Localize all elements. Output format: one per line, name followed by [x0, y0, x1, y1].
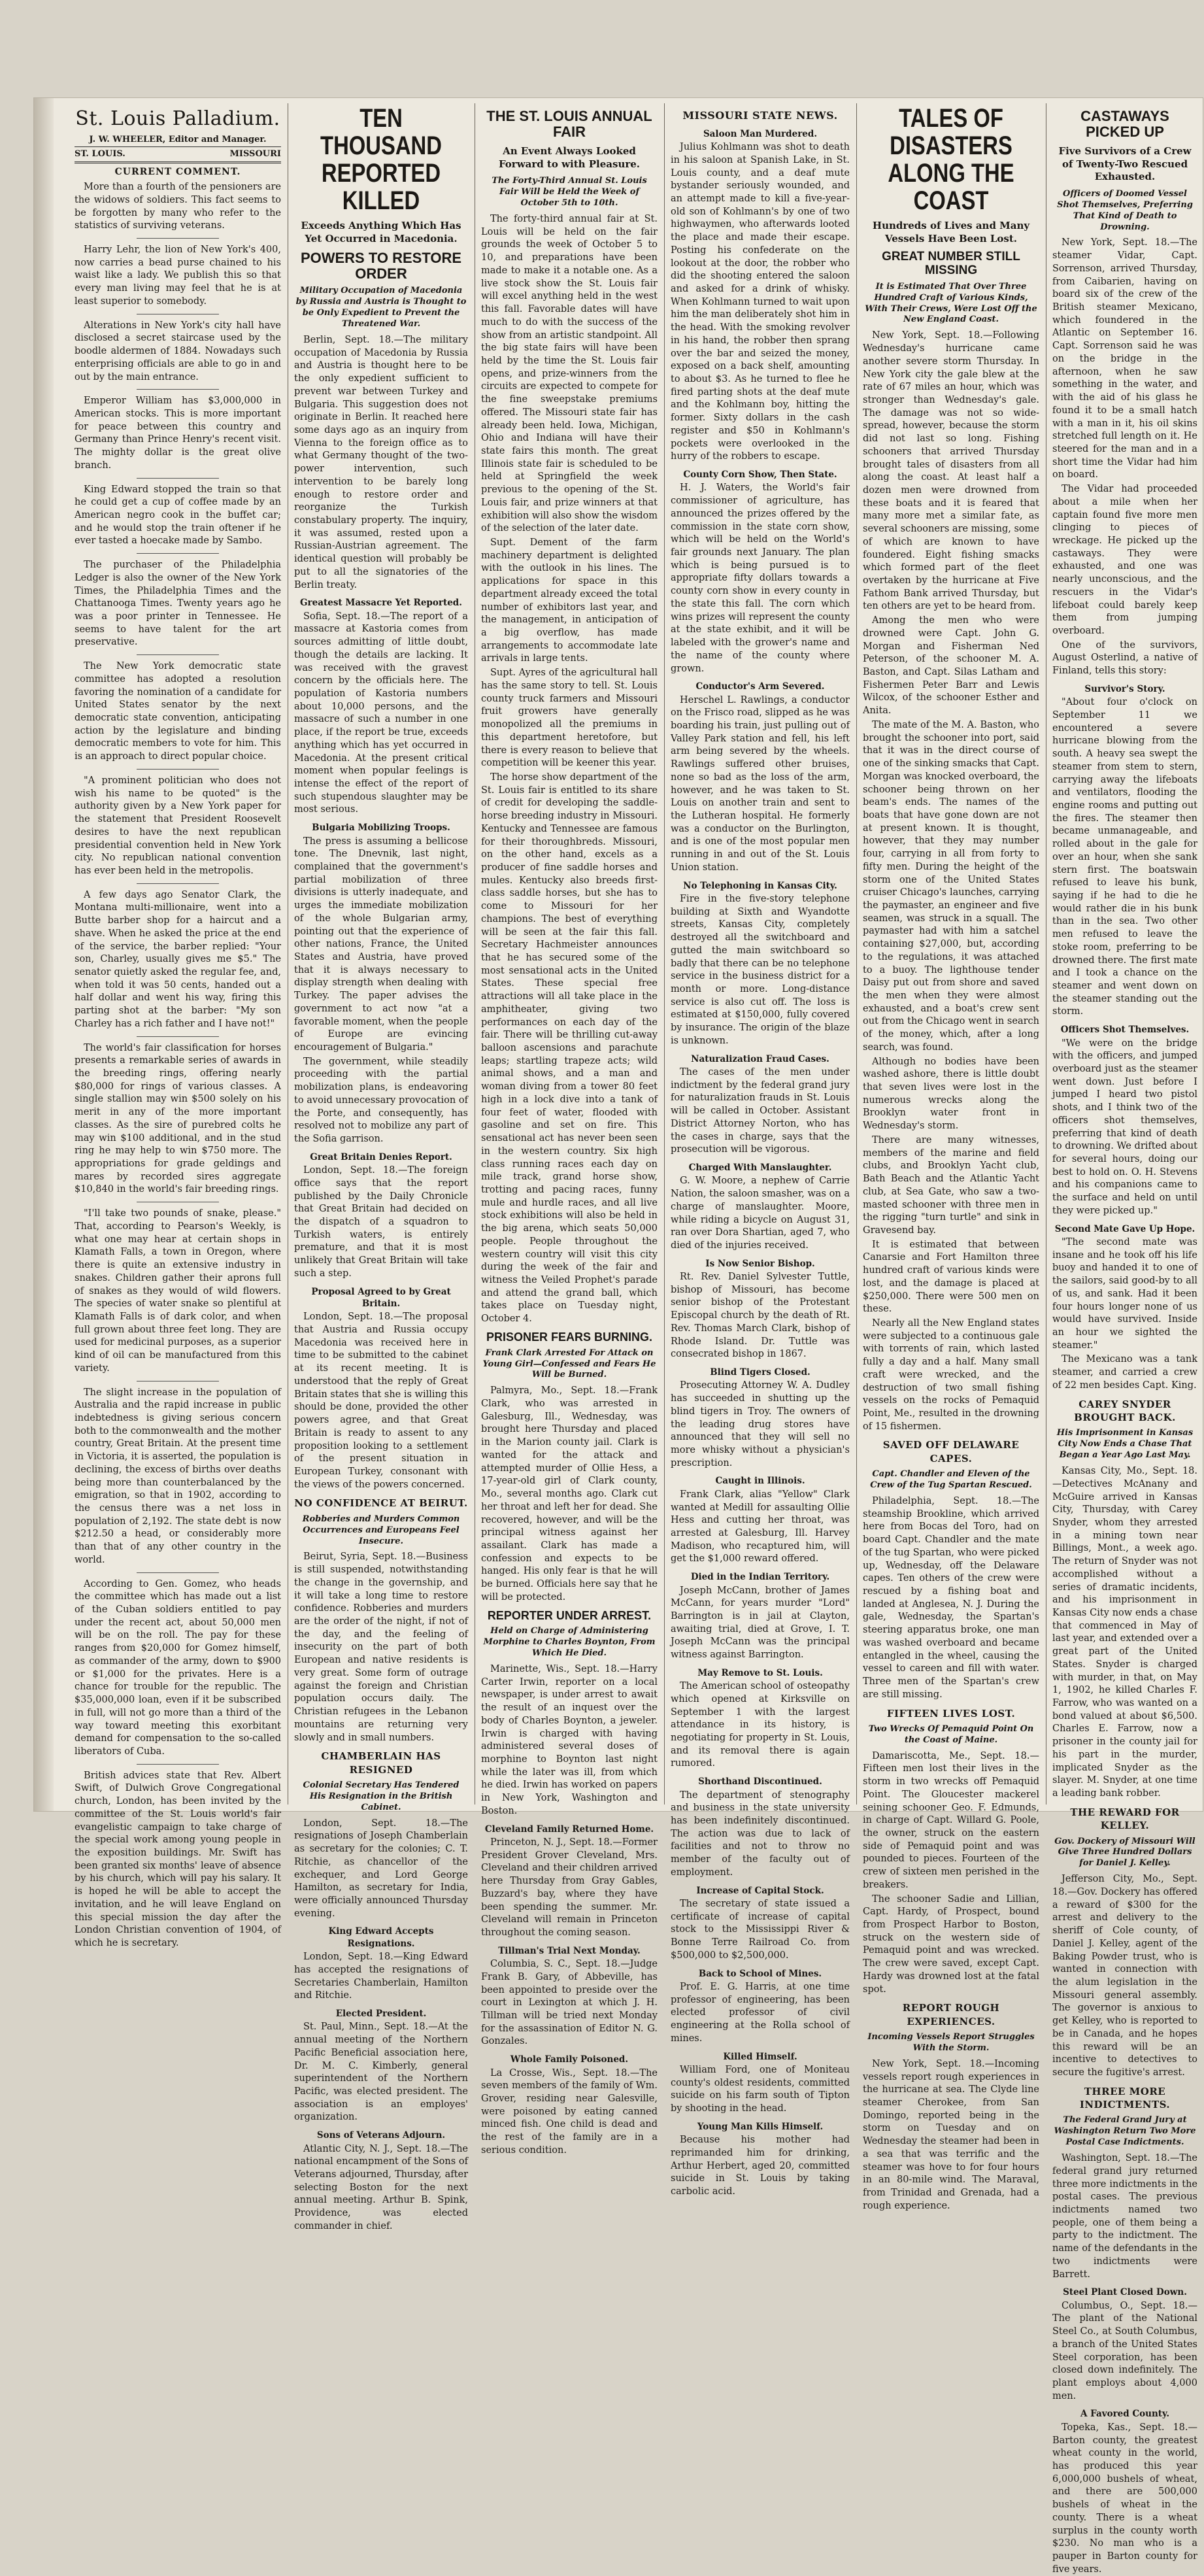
- column-coast-disasters: [863, 103, 1039, 2211]
- headline: THREE MORE INDICTMENTS.: [1079, 2085, 1171, 2111]
- paragraph: Philadelphia, Sept. 18.—The steamship Brookline, which arrived here from Bocas del Toro, had on board Capt. Chandler and the mate of the tug Spartan, who were picked up, Wednesday, off the Delaware capes. Ten others of the crew were rescued by a fishing boat and landed at Anglesea, N. J. During the gale, Wednesday, the Spartan's steering apparatus broke, one man was washed overboard and became entangled in the wheel, causing the vessel to careen and fill with water. Three men of the Spartan's crew are still missing.: [863, 1496, 1039, 1700]
- headline: THE REWARD FOR KELLEY.: [1070, 1806, 1180, 1832]
- paragraph: Because his mother had reprimanded him for drinking, Arthur Herbert, aged 20, committed suicide in St. Louis by taking carbolic acid.: [671, 2135, 850, 2197]
- paragraph: New York, Sept. 18.—Incoming vessels report rough experiences in the hurricane at sea. The Clyde line steamer Cherokee, from San Domingo, reported being in the storm on Tuesday and on Wednesday the steamer had been in a sea that was terrific and the steamer was hove to for four hours in an 80-mile wind. The Maraval, from Trinidad and Grenada, had a rough experience.: [863, 2058, 1039, 2211]
- divider: [137, 1764, 219, 1765]
- paragraph: One of the survivors, August Osterlind, a native of Finland, tells this story:: [1052, 639, 1197, 677]
- side-heading: Greatest Massacre Yet Reported.: [300, 598, 462, 609]
- paragraph: The purchaser of the Philadelphia Ledger is also the owner of the New York Times, the Philadelphia Times and the Chattanooga Times. Twenty years ago he was a poor printer in Tennessee. He seems to have talent for the art preservative.: [75, 560, 281, 648]
- side-heading: Young Man Kills Himself.: [697, 2121, 824, 2132]
- paragraph: "A prominent politician who does not wish his name to be quoted" is the authority given by a New York paper for the statement that President Roosevelt desires to have the next republican presidential convention held in New York city. No republican national convention has ever been held in the metropolis.: [75, 775, 281, 876]
- side-heading: County Corn Show, Then State.: [683, 469, 837, 481]
- paragraph: The slight increase in the population of Australia and the rapid increase in public indebtedness is giving serious concern both to the commonwealth and the mother country, Great Britain. At the present time in Victoria, it is asserted, the population is declining, the excess of births over deaths being more than counterbalanced by the emigration, so that in 1902, according to the census there was a net loss in population of 2,192. The state debt is now $212.50 a head, or considerably more than that of any other country in the world.: [75, 1387, 281, 1565]
- paragraph: Beirut, Syria, Sept. 18.—Business is still suspended, notwithstanding the change in the governship, and it will take a long time to restore confidence. Robberies and murders are the order of the night, if not of the day, and the feeling of insecurity on the part of both European and native residents is very great. Some form of outrage against the foreign and Christian population occurs daily. The Christian refugees in the Lebanon mountains are returning very slowly and in small numbers.: [294, 1551, 468, 1743]
- headline: SAVED OFF DELAWARE CAPES.: [882, 1439, 1020, 1465]
- side-heading: Steel Plant Closed Down.: [1063, 2287, 1187, 2298]
- paragraph: Alterations in New York's city hall have disclosed a secret staircase used by the boodle aldermen of 1884. Nowadays such enterprising officials are able to go in and out by the main entrance.: [75, 320, 281, 382]
- summary: Robberies and Murders Common Occurrences and Europeans Feel Insecure.: [302, 1514, 460, 1546]
- headline: CASTAWAYS PICKED UP: [1080, 108, 1169, 141]
- paragraph: The world's fair classification for horses presents a remarkable series of awards in the breeding rings, offering nearly $80,000 for rings of various classes. A single stallion may win $500 solely on his merit in any of the more important classes. As the sire of purebred colts he may win $100 additional, and in the stud ring he may help to win $750 more. The appropriations for grade geldings and mares by recorded sires aggregate $10,840 in the world's fair breeding rings.: [75, 1042, 281, 1195]
- paragraph: Supt. Ayres of the agricultural hall has the same story to tell. St. Louis county truck farmers and Missouri fruit growers have generally monopolized all the premiums in this department heretofore, but there is every reason to believe that competition will be keener this year.: [481, 668, 658, 769]
- headline: MISSOURI STATE NEWS.: [682, 109, 838, 122]
- paragraph: The government, while steadily proceeding with the partial mobilization plans, is endeavoring to avoid unnecessary provocation of the Porte, and consequently, has resolved not to mobilize any part of the Sofia garrison.: [294, 1056, 468, 1145]
- side-heading: A Favored County.: [1080, 2409, 1170, 2420]
- side-heading: Caught in Illinois.: [715, 1476, 805, 1487]
- paragraph: London, Sept. 18.—The proposal that Austria and Russia occupy Macedonia was received here in time to be submitted to the cabinet at its recent meeting. It is understood that the reply of Great Britain states that she is willing this should be done, provided the other powers agree, and that Great Britain is ready to assent to any proposition looking to a settlement of the present situation in European Turkey, consonant with the views of the powers concerned.: [294, 1312, 468, 1490]
- paragraph: British advices state that Rev. Albert Swift, of Dulwich Grove Congregational church, London, has been invited by the committee of the St. Louis world's fair evangelistic campaign to take charge of the special work among young people in the exposition buildings. Mr. Swift has been granted six months' leave of absence by his church, which will pay his salary. It is hoped he will be able to accept the invitation, and he will leave England on this special mission the day after the London Christian convention of 1904, of which he is secretary.: [75, 1770, 281, 1949]
- column-rule: [664, 103, 665, 1805]
- paragraph: Jefferson City, Mo., Sept. 18.—Gov. Dockery has offered a reward of $300 for the arrest and delivery to the sheriff of Cole county, of Daniel J. Kelley, agent of the Baking Powder trust, who is wanted in connection with the alum legislation in the Missouri general assembly. The governor is anxious to get Kelley, who is reported to be in Canada, and he hopes this reward will be an incentive to detectives to secure the fugitive's arrest.: [1052, 1874, 1197, 2078]
- paragraph: Topeka, Kas., Sept. 18.—Barton county, the greatest wheat county in the world, has produced this year 6,000,000 bushels of wheat, and there are 500,000 bushels of wheat in the county. There is a wheat surplus in the county worth $230. No man who is a pauper in Barton county for five years.: [1052, 2422, 1197, 2575]
- paragraph: Palmyra, Mo., Sept. 18.—Frank Clark, who was arrested in Galesburg, Ill., Wednesday, was brought here Thursday and placed in the Marion county jail. Clark is wanted for the attack and attempted murder of Ollie Hess, a 17-year-old girl of Clark county, Mo., several months ago. Clark cut her throat and left her for dead. She recovered, however, and will be the principal witness against her assailant. Clark has made a confession and expects to be hanged. His only fear is that he will be burned. Officials here say that he will be protected.: [481, 1385, 658, 1602]
- side-heading: Killed Himself.: [723, 2051, 797, 2062]
- paragraph: The forty-third annual fair at St. Louis will be held on the fair grounds the week of October 5 to 10, and preparations have been made to make it a notable one. As a live stock show the St. Louis fair will excel anything held in the west this fall. Favorable dates will have much to do with the success of the show from an artistic standpoint. All the big state fairs will have been held by the time the St. Louis fair opens, and prize-winners from the circuits are expected to compete for the fine sweepstake premiums offered. The Missouri state fair has already been held. Iowa, Michigan, Ohio and Indiana will have their state fairs this month. The great Illinois state fair is scheduled to be held at Springfield the week previous to the opening of the St. Louis fair, and prize winners at that exhibition will also show the wisdom of the selection of the later date.: [481, 214, 658, 534]
- paragraph: A few days ago Senator Clark, the Montana multi-millionaire, went into a Butte barber shop for a haircut and a shave. When he asked the price at the end of the service, the barber replied: "Your son, Charley, usually gives me $5." The senator quietly asked the regular fee, and, when told it was 50 cents, handed out a half dollar and went his way, firing this parting shot at the barber: "My son Charley has a rich father and I have not!": [75, 889, 281, 1029]
- column-castaways: [1052, 103, 1197, 2575]
- paragraph: The American school of osteopathy which opened at Kirksville on September 1 with the largest attendance in its history, is negotiating for property in St. Louis, and its removal there is again rumored.: [671, 1681, 850, 1769]
- column-state-news: [671, 103, 850, 2197]
- paragraph: St. Paul, Minn., Sept. 18.—At the annual meeting of the Northern Pacific Beneficial association here, Dr. M. C. Kimberly, general superintendent of the Northern Pacific, was elected president. The association is an employes' organization.: [294, 2022, 468, 2123]
- paragraph: Rt. Rev. Daniel Sylvester Tuttle, bishop of Missouri, has become senior bishop of the Protestant Episcopal church by the death of Rt. Rev. Thomas March Clark, bishop of Rhode Island. Dr. Tuttle was consecrated bishop in 1867.: [671, 1272, 850, 1360]
- divider: [137, 1036, 219, 1037]
- paragraph: "The second mate was insane and he took off his life buoy and handed it to one of the sailors, said good-by to all of us, and sank. Had it been four hours longer none of us would have survived. Inside an hour we sighted the steamer.": [1052, 1236, 1197, 1351]
- paragraph: "We were on the bridge with the officers, and jumped overboard just as the steamer went down. Just before I jumped I heard two pistol shots, and I think two of the officers shot themselves, preferring that kind of death to drowning. We drifted about for several hours, doing our best to hold on. O. H. Stevens and his companions came to the surface and held on until they were picked up.": [1052, 1038, 1197, 1216]
- summary: It is Estimated That Over Three Hundred Craft of Various Kinds, With Their Crews, Were Lost Off the New England Coast.: [865, 281, 1037, 325]
- masthead-location: [75, 147, 281, 163]
- paragraph: Atlantic City, N. J., Sept. 18.—The national encampment of the Sons of Veterans adjourned, Thursday, after selecting Boston for the next annual meeting. Arthur B. Spink, Providence, was elected commander in chief.: [294, 2143, 468, 2231]
- side-heading: May Remove to St. Louis.: [697, 1667, 823, 1678]
- paragraph: Among the men who were drowned were Capt. John G. Morgan and Fisherman Ned Peterson, of the schooner M. A. Baston, and Capt. Silas Latham and Fishermen Peter Barr and Lewis Wilcox, of the schooner Esther and Anita.: [863, 615, 1039, 717]
- paragraph: Although no bodies have been washed ashore, there is little doubt that seven lives were lost in the numerous wrecks along the Brooklyn water front in Wednesday's storm.: [863, 1056, 1039, 1132]
- paragraph: Prosecuting Attorney W. A. Dudley has succeeded in shutting up the blind tigers in Troy. The owners of the leading drug stores have announced that they will sell no more whisky without a physician's prescription.: [671, 1380, 850, 1468]
- paragraph: Harry Lehr, the lion of New York's 400, now carries a bead purse chained to his waist like a lady. We publish this so that every man living may feel that he is at least superior to somebody.: [75, 245, 281, 307]
- summary: Two Wrecks Of Pemaquid Point On the Coast of Maine.: [868, 1723, 1034, 1745]
- divider: [137, 389, 219, 390]
- paragraph: Nearly all the New England states were subjected to a continuous gale with torrents of rain, which lasted fully a day and a half. Many small craft were wrecked, and the destruction of two small fishing vessels on the rocks of Pemaquid Point, Me., resulted in the drowning of 15 fishermen.: [863, 1317, 1039, 1432]
- side-heading: Blind Tigers Closed.: [710, 1367, 811, 1378]
- column-annual-fair: [481, 103, 658, 2156]
- summary: Held on Charge of Administering Morphine to Charles Boynton, From Which He Died.: [483, 1626, 656, 1659]
- summary: Capt. Chandler and Eleven of the Crew of the Tug Spartan Rescued.: [870, 1469, 1032, 1491]
- side-heading: Bulgaria Mobilizing Troops.: [312, 822, 450, 834]
- side-heading: Is Now Senior Bishop.: [705, 1258, 815, 1269]
- page-fold-shadow: [34, 98, 54, 1811]
- newspaper-page: [34, 98, 1203, 2575]
- summary: Incoming Vessels Report Struggles With the Storm.: [867, 2032, 1035, 2053]
- paragraph: The cases of the men under indictment by the federal grand jury for naturalization frauds in St. Louis will be called in October. Assistant District Attorney Norton, who has the cases in charge, says that the prosecution will be vigorous.: [671, 1066, 850, 1155]
- paragraph: Marinette, Wis., Sept. 18.—Harry Carter Irwin, reporter on a local newspaper, is under arrest to await the result of an inquest over the body of Charles Boynton, a jeweler. Irwin is charged with having administered several doses of morphine to Boynton last night while the later was ill, from which he died. Irwin has worked on papers in New York, Washington and Boston.: [481, 1664, 658, 1816]
- headline: CAREY SNYDER BROUGHT BACK.: [1074, 1398, 1176, 1423]
- paragraph: Emperor William has $3,000,000 in American stocks. This is more important for peace between this country and Germany than Prince Henry's recent visit. The mighty dollar is the great olive branch.: [75, 396, 281, 471]
- deck: Five Survivors of a Crew of Twenty-Two Rescued Exhausted.: [1058, 145, 1192, 183]
- divider: [137, 769, 219, 770]
- headline: CHAMBERLAIN HAS RESIGNED: [321, 1750, 441, 1776]
- paragraph: London, Sept. 18.—The foreign office says that the report published by the Daily Chronicle that Great Britain had decided on the dispatch of a squadron to Turkish waters, is entirely premature, and that it is most unlikely that Great Britain will take such a step.: [294, 1165, 468, 1279]
- masthead-editor: J. W. WHEELER, Editor and Manager.: [75, 134, 281, 148]
- divider: [137, 1572, 219, 1573]
- paragraph: H. J. Waters, the World's fair commissioner of agriculture, has announced the prizes offered by the commission in the state corn show, which will be held on the World's fair grounds next January. The plan which is being pursued is to appropriate fifty dollars towards a county corn show in every county in the state this fall. The corn which wins prizes will represent the county at the state exhibit, and it will be labeled with the grower's name and the name of the county where grown.: [671, 483, 850, 674]
- summary: Officers of Doomed Vessel Shot Themselves, Preferring That Kind of Death to Drowning.: [1057, 188, 1193, 232]
- column-rule: [856, 103, 857, 1805]
- side-heading: Survivor's Story.: [1084, 683, 1165, 694]
- paragraph: Fire in the five-story telephone building at Sixth and Wyandotte streets, Kansas City, completely destroyed all the switchboard and gutted the main switchboard so badly that there can be no telephone service in the business district for a month or more. Long-distance service is also cut off. The loss is estimated at $150,000, fully covered by insurance. The origin of the blaze is unknown.: [671, 894, 850, 1046]
- paragraph: G. W. Moore, a nephew of Carrie Nation, the saloon smasher, was on a charge of manslaughter. Moore, while riding a bicycle on August 31, ran over Dora Shartian, aged 7, who died of the injuries received.: [671, 1176, 850, 1251]
- paragraph: Kansas City, Mo., Sept. 18.—Detectives McAnany and McGuire arrived in Kansas City, Thursday, with Carey Snyder, whom they arrested in a mining town near Billings, Mont., a week ago. The return of Snyder was not accomplished without a series of dramatic incidents, and his imprisonment in Kansas City now ends a chase that commenced in May of last year, and extended over a great part of the United States. Snyder is charged with murder, in that, on May 1, 1902, he killed Charles F. Farrow, who was wanted on a bond valued at about $6,500. Charles E. Farrow, now a prisoner in the county jail for his part in the murder, implicated Snyder as the slayer. M. Snyder, at one time a leading bank robber.: [1052, 1466, 1197, 1799]
- paragraph: The New York democratic state committee has adopted a resolution favoring the nomination of a candidate for United States senator by the next democratic state convention, anticipating action by the legislature and binding democratic members to vote for him. This is an approach to direct popular choice.: [75, 661, 281, 762]
- paragraph: The Vidar had proceeded about a mile when her captain found five more men clinging to pieces of wreckage. He picked up the castaways. They were exhausted, and one was nearly unconscious, and the rescuers in the Vidar's lifeboat could barely keep them from jumping overboard.: [1052, 484, 1197, 636]
- paragraph: The press is assuming a bellicose tone. The Dnevnik, last night, complained that the government's partial mobilization of three divisions is utterly inadequate, and urges the immediate mobilization of the whole Bulgarian army, pointing out that the experience of other nations, France, the United States and Austria, have proved that it is always necessary to display strength when dealing with Turkey. The paper advises the government to act now "at a favorable moment, when the people of Europe are evincing encouragement of Bulgaria.": [294, 836, 468, 1053]
- paragraph: William Ford, one of Moniteau county's oldest residents, committed suicide on his farm south of Tipton by shooting in the head.: [671, 2064, 850, 2114]
- paragraph: The department of stenography and business in the state university has been indefinitely discontinued. The action was due to lack of facilities and not to throw no member of the faculty out of employment.: [671, 1789, 850, 1878]
- paragraph: Frank Clark, alias "Yellow" Clark wanted at Medill for assaulting Ollie Hess and cutting her throat, was arrested at Galesburg, Ill. Harvey Madison, who recaptured him, will get the $1,000 reward offered.: [671, 1489, 850, 1565]
- headline: REPORTER UNDER ARREST.: [487, 1608, 652, 1622]
- side-heading: Proposal Agreed to by Great Britain.: [311, 1286, 451, 1309]
- side-heading: Sons of Veterans Adjourn.: [316, 2130, 446, 2141]
- paragraph: La Crosse, Wis., Sept. 18.—The seven members of the family of Wm. Grover, residing near Galesville, were poisoned by eating canned minced fish. One child is dead and the rest of the family are in a serious condition.: [481, 2067, 658, 2156]
- subheadline: POWERS TO RESTORE ORDER: [300, 250, 462, 282]
- masthead-title: St. Louis Palladium.: [75, 107, 280, 130]
- summary: Gov. Dockery of Missouri Will Give Three Hundred Dollars for Daniel J. Kelley.: [1054, 1836, 1196, 1869]
- deck: Hundreds of Lives and Many Vessels Have Been Lost.: [872, 220, 1030, 245]
- location-right: MISSOURI: [229, 149, 281, 160]
- paragraph: Princeton, N. J., Sept. 18.—Former President Grover Cleveland, Mrs. Cleveland and their children arrived here Thursday from Gray Gables, Buzzard's bay, where they have been spending the summer. Mr. Cleveland will remain in Princeton throughout the coming season.: [481, 1837, 658, 1939]
- divider: [137, 654, 219, 655]
- divider: [137, 553, 219, 554]
- paragraph: Julius Kohlmann was shot to death in his saloon at Spanish Lake, in St. Louis county, and a deaf mute bystander seriously wounded, and an attempt made to kill a five-year-old son of Kohlmann's by one of two highwaymen, who afterwards looted the place and made their escape. Posting his confederate on the lookout at the door, the robber who did the shooting entered the saloon and asked for a drink of whisky. When Kohlmann turned to wait upon him the man deliberately shot him in the head. With the smoking revolver in his hand, the robber then sprang over the bar and seized the money, exposed on a back shelf, amounting to about $3. As he turned to flee he fired parting shots at the deaf mute and the Kohlmann boy, hitting the former. Sixty dollars in the cash register and $50 in Kohlmann's pockets were overlooked in the hurry of the robbers to escape.: [671, 142, 850, 462]
- summary: The Forty-Third Annual St. Louis Fair Will be Held the Week of October 5th to 10th.: [492, 176, 647, 209]
- headline: FIFTEEN LIVES LOST.: [886, 1707, 1016, 1720]
- summary: The Federal Grand Jury at Washington Return Two More Postal Case Indictments.: [1054, 2115, 1196, 2148]
- headline: TALES OF DISASTERS ALONG THE COAST: [888, 104, 1014, 215]
- headline: THE ST. LOUIS ANNUAL FAIR: [486, 108, 652, 141]
- paragraph: London, Sept. 18.—King Edward has accepted the resignations of Secretaries Chamberlain, Hamilton and Ritchie.: [294, 1952, 468, 2001]
- subheadline: GREAT NUMBER STILL MISSING: [882, 250, 1020, 277]
- paragraph: The horse show department of the St. Louis fair is entitled to its share of credit for developing the saddle-horse breeding industry in Missouri. Kentucky and Tennessee are famous for their thoroughbreds. Missouri, on the other hand, excels as a producer of fine saddle horses and mules. Kentucky also breeds first-class saddle horses, but she has to come to Missouri for her champions. The best of everything will be seen at the fair this fall. Secretary Hachmeister announces that he has secured some of the most sensational acts in the United States. These special free attractions will all take place in the amphitheater, giving two performances on each day of the fair. There will be thrilling cut-away balloon ascensions and parachute leaps; startling trapeze acts; wild animal shows, and a man and woman diving from a tower 80 feet high in a lock dive into a tank of four feet of water, flooded with gasoline and set on fire. This sensational act has never been seen in the western country. Six high class running races each day on mile track, grand horse show, trotting and pacing races, funny mule and hurdle races, and all live stock exhibitions will also be held in the big arena, which seats 50,000 people. People throughout the western country will visit this city during the week of the fair and witness the Veiled Prophet's parade and attend the grand ball, which takes place on Tuesday night, October 4.: [481, 771, 658, 1325]
- side-heading: Whole Family Poisoned.: [510, 2054, 629, 2065]
- paragraph: The schooner Sadie and Lillian, Capt. Hardy, of Prospect, bound from Prospect Harbor to Boston, struck on the western side of Pemaquid point and was wrecked. The crew were saved, except Capt. Hardy was drowned lost at the fatal spot.: [863, 1893, 1039, 1995]
- side-heading: Increase of Capital Stock.: [696, 1885, 824, 1896]
- side-heading: Saloon Man Murdered.: [703, 128, 818, 139]
- paragraph: Sofia, Sept. 18.—The report of a massacre at Kastoria comes from sources admitting of little doubt, though the details are lacking. It was received with the gravest concern by the officials here. The population of Kastoria numbers about 10,000 persons, and the massacre of such a number in one place, if the report be true, exceeds anything which has yet occurred in Macedonia. At the present critical moment when popular feelings is intense the effect of the report of such stupendous slaughter may be most serious.: [294, 611, 468, 815]
- paragraph: New York, Sept. 18.—Following Wednesday's hurricane came another severe storm Thursday. In New York city the gale blew at the rate of 67 miles an hour, which was stronger than Wednesday's gale. The damage was not so wide-spread, however, because the storm did not last so long. Fishing schooners that arrived Thursday brought tales of disasters from all along the coast. At least half a dozen men were drowned from these boats and it is feared that many more met a similar fate, as several schooners are missing, some of which are known to have foundered. Eight fishing smacks which formed part of the fleet overtaken by the hurricane at Five Fathom Bank arrived Thursday, but ten others are yet to be heard from.: [863, 330, 1039, 612]
- side-heading: Second Mate Gave Up Hope.: [1054, 1223, 1196, 1234]
- location-left: ST. LOUIS.: [75, 149, 125, 160]
- paragraph: The mate of the M. A. Baston, who brought the schooner into port, said that it was in the direct course of one of the sinking smacks that Capt. Morgan was knocked overboard, the schooner being thrown on her beam's ends. The names of the boats that have gone down are not at present known. It is thought, however, that they may number four, carrying in all from forty to fifty men. During the height of the storm one of the United States cruiser Chicago's launches, carrying the paymaster, an engineer and five seamen, was struck in a squall. The paymaster had with him a satchel containing $27,000, but, according to the regulations, it was attached to a buoy. The lighthouse tender Daisy put out from shore and saved the men when they were almost exhausted, and a boat's crew sent out from the Chicago went in search of the money, which, after a long search, was found.: [863, 719, 1039, 1053]
- paragraph: New York, Sept. 18.—The steamer Vidar, Capt. Sorrenson, arrived Thursday, from Caibarien, having on board six of the crew of the British steamer Mexicano, which foundered in the Atlantic on September 16. Capt. Sorrenson said he was on the bridge in the afternoon, when he saw something in the water, and with the aid of his glass he found it to be a small hatch with a man in it, his oil skins stretched full length on it. He steered for the man and in a short time the Vidar had him on board.: [1052, 237, 1197, 481]
- paragraph: More than a fourth of the pensioners are the widows of soldiers. This fact seems to be forgotten by many who refer to the statistics of surviving veterans.: [75, 182, 281, 231]
- side-heading: Elected President.: [335, 2008, 427, 2020]
- paragraph: There are many witnesses, members of the marine and field clubs, and Brooklyn Yacht club, Bath Beach and the Atlantic Yacht club, at Sea Gate, who saw a two-masted schooner with three men in the rigging "turn turtle" and sink in Gravesend bay.: [863, 1134, 1039, 1236]
- paragraph: King Edward stopped the train so that he could get a cup of coffee made by an American negro cook in the buffet car; and he would stop the train oftener if he ever tasted a hoecake made by Sambo.: [75, 484, 281, 547]
- side-heading: No Telephoning in Kansas City.: [683, 880, 837, 891]
- side-heading: Naturalization Fraud Cases.: [691, 1053, 829, 1064]
- headline: NO CONFIDENCE AT BEIRUT.: [294, 1497, 468, 1510]
- summary: Frank Clark Arrested For Attack on Young Girl—Confessed and Fears He Will be Burned.: [482, 1347, 656, 1380]
- section-heading: CURRENT COMMENT.: [114, 167, 241, 178]
- paragraph: Columbus, O., Sept. 18.—The plant of the National Steel Co., at South Columbus, a branch of the United States Steel corporation, has been closed down indefinitely. The plant employs about 4,000 men.: [1052, 2300, 1197, 2401]
- summary: His Imprisonment in Kansas City Now Ends a Chase That Began a Year Ago Last May.: [1056, 1428, 1194, 1461]
- deck: Exceeds Anything Which Has Yet Occurred in Macedonia.: [301, 220, 461, 245]
- side-heading: Cleveland Family Returned Home.: [484, 1823, 654, 1835]
- summary: Military Occupation of Macedonia by Russia and Austria is Thought to be Only Expedient to Prevent the Threatened War.: [295, 286, 467, 330]
- paragraph: "About four o'clock on September 11 we encountered a severe hurricane blowing from the south. A heavy sea swept the steamer from stem to stern, carrying away the lifeboats and ventilators, flooding the engine rooms and putting out the fires. The steamer then became unmanageable, and rolled about in the gale for over an hour, when she sank stern first. The boatswain refused to leave his bunk, saying if he had to die he would rather die in his bunk than in the sea. Two other men refused to leave the stoke room, preferring to be drowned there. The first mate and I took a chance on the steamer and went down on the steamer standing out the storm.: [1052, 697, 1197, 1017]
- paragraph: Damariscotta, Me., Sept. 18.—Fifteen men lost their lives in the storm in two wrecks off Pemaquid Point. The Gloucester mackerel seining schooner Geo. F. Edmunds, in charge of Capt. Willard G. Poole, the owner, struck on the eastern side of Pemaquid point and was pounded to pieces. Fourteen of the crew of sixteen men perished in the breakers.: [863, 1750, 1039, 1890]
- headline: PRISONER FEARS BURNING.: [486, 1330, 653, 1344]
- headline: TEN THOUSAND REPORTED KILLED: [320, 104, 442, 215]
- summary: Colonial Secretary Has Tendered His Resignation in the British Cabinet.: [303, 1780, 460, 1812]
- divider: [137, 883, 219, 884]
- divider: [137, 478, 219, 479]
- paragraph: Joseph McCann, brother of James McCann, for years murder "Lord" Barrington is in jail at Clayton, awaiting trial, died at Grove, I. T. Joseph McCann was the principal witness against Barrington.: [671, 1585, 850, 1661]
- headline: REPORT ROUGH EXPERIENCES.: [902, 2002, 1000, 2027]
- paragraph: According to Gen. Gomez, who heads the committee which has made out a list of the Cuban soldiers entitled to pay under the recent act, about 50,000 men will be on the roll. The pay for these ranges from $20,000 for Gomez himself, as commander of the army, down to $900 or $1,000 for the privates. Here is a chance for trouble for the republic. The $35,000,000 loan, even if it be subscribed in full, will not go more than a third of the way toward meeting this exorbitant demand for compensation to the so-called liberators of Cuba.: [75, 1578, 281, 1757]
- paragraph: Prof. E. G. Harris, at one time professor of engineering, has been elected professor of civil engineering at the Rolla school of mines.: [671, 1981, 850, 2044]
- paragraph: Columbia, S. C., Sept. 18.—Judge Frank B. Gary, of Abbeville, has been appointed to preside over the court in Lexington at which J. H. Tillman will be tried next Monday for the assassination of Editor N. G. Gonzales.: [481, 1959, 658, 2047]
- paragraph: London, Sept. 18.—The resignations of Joseph Chamberlain as secretary for the colonies; C. T. Ritchie, as chancellor of the exchequer, and Lord George Hamilton, as secretary for India, were officially announced Thursday evening.: [294, 1818, 468, 1919]
- side-heading: Shorthand Discontinued.: [698, 1776, 822, 1788]
- side-heading: Died in the Indian Territory.: [690, 1572, 830, 1583]
- paragraph: Supt. Dement of the farm machinery department is delighted with the outlook in his lines. The applications for space in this department already exceed the total number of exhibitors last year, and the management, in anticipation of a big overflow, has made arrangements to accommodate late arrivals in large tents.: [481, 537, 658, 664]
- paragraph: The secretary of state issued a certificate of increase of capital stock to the Mississippi River & Bonne Terre Railroad Co. from $500,000 to $2,500,000.: [671, 1898, 850, 1961]
- side-heading: Charged With Manslaughter.: [688, 1162, 832, 1174]
- side-heading: Conductor's Arm Severed.: [695, 681, 825, 692]
- side-heading: King Edward Accepts Resignations.: [328, 1926, 434, 1949]
- paragraph: Washington, Sept. 18.—The federal grand jury returned three more indictments in the postal cases. The previous indictments named two people, one of them being a party to the indictment. The name of the defendants in the two indictments were Barrett.: [1052, 2153, 1197, 2280]
- paragraph: The Mexicano was a tank steamer, and carried a crew of 22 men besides Capt. King.: [1052, 1354, 1197, 1391]
- column-macedonia: [294, 103, 468, 2231]
- side-heading: Back to School of Mines.: [698, 1968, 822, 1979]
- side-heading: Officers Shot Themselves.: [1060, 1025, 1190, 1036]
- divider: [137, 238, 219, 239]
- paragraph: Herschel L. Rawlings, a conductor on the Frisco road, slipped as he was boarding his train, just pulling out of Valley Park station and fell, his left arm being severed by the wheels. Rawlings suffered other bruises, none so bad as the loss of the arm, however, and he was taken to St. Louis on another train and sent to the Lutheran hospital. He formerly was a conductor on the Burlington, and is one of the most popular men running in and out of the St. Louis Union station.: [671, 694, 850, 873]
- side-heading: Great Britain Denies Report.: [310, 1151, 452, 1162]
- paragraph: Berlin, Sept. 18.—The military occupation of Macedonia by Russia and Austria is thought here to be the only expedient sufficient to prevent war between Turkey and Bulgaria. This suggestion does not originate in Berlin. It reached here some days ago as an inquiry from Vienna to the foreign office as to what Germany thought of the two-power intervention, such intervention to be barely long enough to restore order and reorganize the Turkish constabulary property. The inquiry, it was assumed, rested upon a Russian-Austrian agreement. The identical question will probably be put to all the signatories of the Berlin treaty.: [294, 334, 468, 590]
- paragraph: It is estimated that between Canarsie and Fort Hamilton three hundred craft of various kinds were lost, and the damage is placed at $250,000. There were 500 men on these.: [863, 1239, 1039, 1315]
- column-editorial: [75, 103, 281, 1949]
- paragraph: "I'll take two pounds of snake, please." That, according to Pearson's Weekly, is what one may hear at certain shops in Klamath Falls, a town in Oregon, where there is quite an extensive industry in snakes. Children gather their aprons full of snakes as they would of wild flowers. The species of water snake so plentiful at Klamath Falls is of dark color, and when full grown about three feet long. They are used for medicinal purposes, as a superior kind of oil can be manufactured from this variety.: [75, 1208, 281, 1374]
- deck: An Event Always Looked Forward to with Pleasure.: [498, 145, 641, 170]
- side-heading: Tillman's Trial Next Monday.: [498, 1945, 641, 1956]
